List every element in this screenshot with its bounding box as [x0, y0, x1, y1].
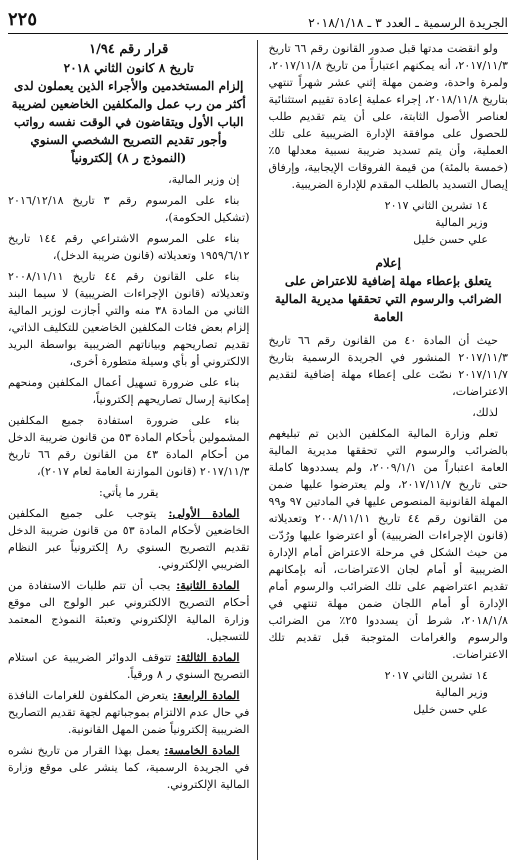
article-text: يتعرض المكلفون للغرامات النافذة في حال عدم الالتزام بموجباتهم لجهة تقديم التصاريح الضريبية إلكترونياً ضمن المهل القانونية. [8, 689, 250, 736]
article-text: يتوجب على جميع المكلفين الخاضعين لأحكام المادة ٥٣ من قانون ضريبة الدخل تقديم التصريح السنوي ر٨ إلكترونياً عبر النظام الضريبي الإلكتروني. [8, 507, 250, 571]
recital: بناء على القانون رقم ٤٤ تاريخ ٢٠٠٨/١١/١١ وتعديلاته (قانون الإجراءات الضريبية) لا سيما البند الثاني من المادة ٣٨ منه والتي أجازت لوزير المالية إلزام بعض فئات المكلفين الخاضعين للتكليف الذاتي، تقديم تصاريحهم وبياناتهم الضريبية بواسطة البريد الالكتروني أو بأي وسيلة متطورة أخرى، [8, 270, 250, 368]
article-label: المادة الخامسة: [164, 743, 240, 757]
recital: بناء على ضرورة تسهيل أعمال المكلفين ومنحهم إمكانية إرسال تصاريحهم إلكترونياً، [8, 376, 250, 406]
signature-block [268, 197, 508, 248]
article [8, 577, 249, 645]
decision-title: إلزام المستخدمين والأجراء الذين يعملون لدى أكثر من رب عمل والمكلفين الخاضعين لضريبة الباب الأول ويتقاضون في الوقت نفسه رواتب وأجور تقديم التصريح الشخصي السنوي (النموذج ر ٨) إلكترونياً [11, 79, 246, 165]
signature-date: ١٤ تشرين الثاني ٢٠١٧ [384, 199, 488, 212]
article [8, 505, 249, 573]
article-label: المادة الرابعة: [172, 688, 240, 702]
notice-label: إعلام [375, 256, 401, 270]
notice-paragraph: لذلك، [472, 406, 498, 419]
signature-title: وزير المالية [435, 686, 488, 699]
left-column [8, 40, 251, 860]
article-label: المادة الأولى: [168, 506, 240, 520]
decides-line: يقرر ما يأتي: [98, 486, 159, 499]
article [8, 649, 249, 683]
article-label: المادة الثالثة: [176, 650, 240, 664]
page-header [8, 6, 508, 34]
continued-paragraph: ولو انقضت مدتها قبل صدور القانون رقم ٦٦ تاريخ ٢٠١٧/١١/٣، أنه يمكنهم اعتباراً من تاريخ ٢٠١٧/١١/٨، ولمرة واحدة، وضمن مهلة إثني عشر شهراً تنتهي بتاريخ ٢٠١٨/١١/٨، إجراء عملية إعادة تقييم استثنائية لعناصر الأصول الثابتة، على أن يتم تقديم طلب للحصول على موافقة الإدارة الضريبية على تلك العملية، وأن يتم تسديد ضريبة نسبية معدلها ٥٪ (خمسة بالمئة) من قيمة الفروقات الإيجابية، وإرفاق إيصال التسديد بالطلب المقدم للإدارة الضريبية. [268, 42, 508, 191]
minister-line: إن وزير المالية، [168, 173, 240, 186]
column-divider [257, 40, 258, 860]
signature-name: علي حسن خليل [413, 703, 488, 716]
article-label: المادة الثانية: [176, 578, 240, 592]
notice-title: يتعلق بإعطاء مهلة إضافية للاعتراض على الضرائب والرسوم التي تحققها مديرية المالية العامة [274, 274, 502, 324]
signature-block [268, 667, 508, 718]
decision-date: تاريخ ٨ كانون الثاني ٢٠١٨ [63, 61, 194, 75]
article [8, 687, 249, 738]
signature-name: علي حسن خليل [413, 233, 488, 246]
notice-paragraph: تعلم وزارة المالية المكلفين الذين تم تبليغهم بالضرائب والرسوم التي تحققها مديرية المالية العامة اعتباراً من ٢٠٠٩/١/١، ولم يسددوها كاملة حتى تاريخ ٢٠١٧/١١/٧، ولم يعترضوا عليها ضمن المهلة القانونية المنصوص عليها في المادتين ٩٧ و٩٩ من القانون رقم ٤٤ تاريخ ٢٠٠٨/١١/١١ وتعديلاته (قانون الإجراءات الضريبية) أو اعترضوا عليها ورُدّت من حيث الشكل في مرحلة الاعتراض أمام الإدارة الضريبية أو أمام لجان الاعتراضات، أنه بإمكانهم تقديم اعتراضهم على تلك الضرائب والرسوم أمام الإدارة أو أمام اللجان ضمن مهلة تنتهي في ٢٠١٨/١/٨، شرط أن يسددوا ٢٥٪ من الضرائب والرسوم والغرامات المتوجبة قبل تقديم تلك الاعتراضات. [268, 427, 509, 661]
recital: بناء على المرسوم الاشتراعي رقم ١٤٤ تاريخ ١٩٥٩/٦/١٢ وتعديلاته (قانون ضريبة الدخل)، [8, 232, 250, 262]
columns [8, 40, 508, 860]
running-title: الجريدة الرسمية ـ العدد ٣ ـ ٢٠١٨/١/١٨ [308, 15, 508, 30]
article-text: يجب أن تتم طلبات الاستفادة من أحكام التصريح الالكتروني عبر الولوج الى موقع وزارة المالية الإلكتروني وتعبئة النموذج المعتمد للتسجيل. [8, 579, 250, 643]
article [8, 742, 249, 793]
right-column [264, 40, 508, 860]
notice-paragraph: حيث أن المادة ٤٠ من القانون رقم ٦٦ تاريخ ٢٠١٧/١١/٣ المنشور في الجريدة الرسمية بتاريخ ٢٠١٧/١١/٧ نصّت على إعطاء مهلة إضافية لتقديم الاعتراضات، [268, 334, 508, 398]
signature-title: وزير المالية [435, 216, 488, 229]
page-number: ٢٢٥ [8, 9, 38, 30]
article-text: تتوقف الدوائر الضريبية عن استلام التصريح السنوي ر ٨ ورقياً. [8, 651, 250, 681]
recital: بناء على ضرورة استفادة جميع المكلفين المشمولين بأحكام المادة ٥٣ من قانون ضريبة الدخل من أحكام المادة ٤٣ من القانون رقم ٦٦ تاريخ ٢٠١٧/١١/٣ (قانون الموازنة العامة لعام ٢٠١٧)، [8, 414, 250, 478]
article-text: يعمل بهذا القرار من تاريخ نشره في الجريدة الرسمية، كما ينشر على موقع وزارة المالية الإلكتروني. [8, 744, 250, 791]
signature-date: ١٤ تشرين الثاني ٢٠١٧ [384, 669, 488, 682]
recital: بناء على المرسوم رقم ٣ تاريخ ٢٠١٦/١٢/١٨ (تشكيل الحكومة)، [8, 194, 250, 224]
decision-number: قرار رقم ١/٩٤ [89, 42, 169, 57]
